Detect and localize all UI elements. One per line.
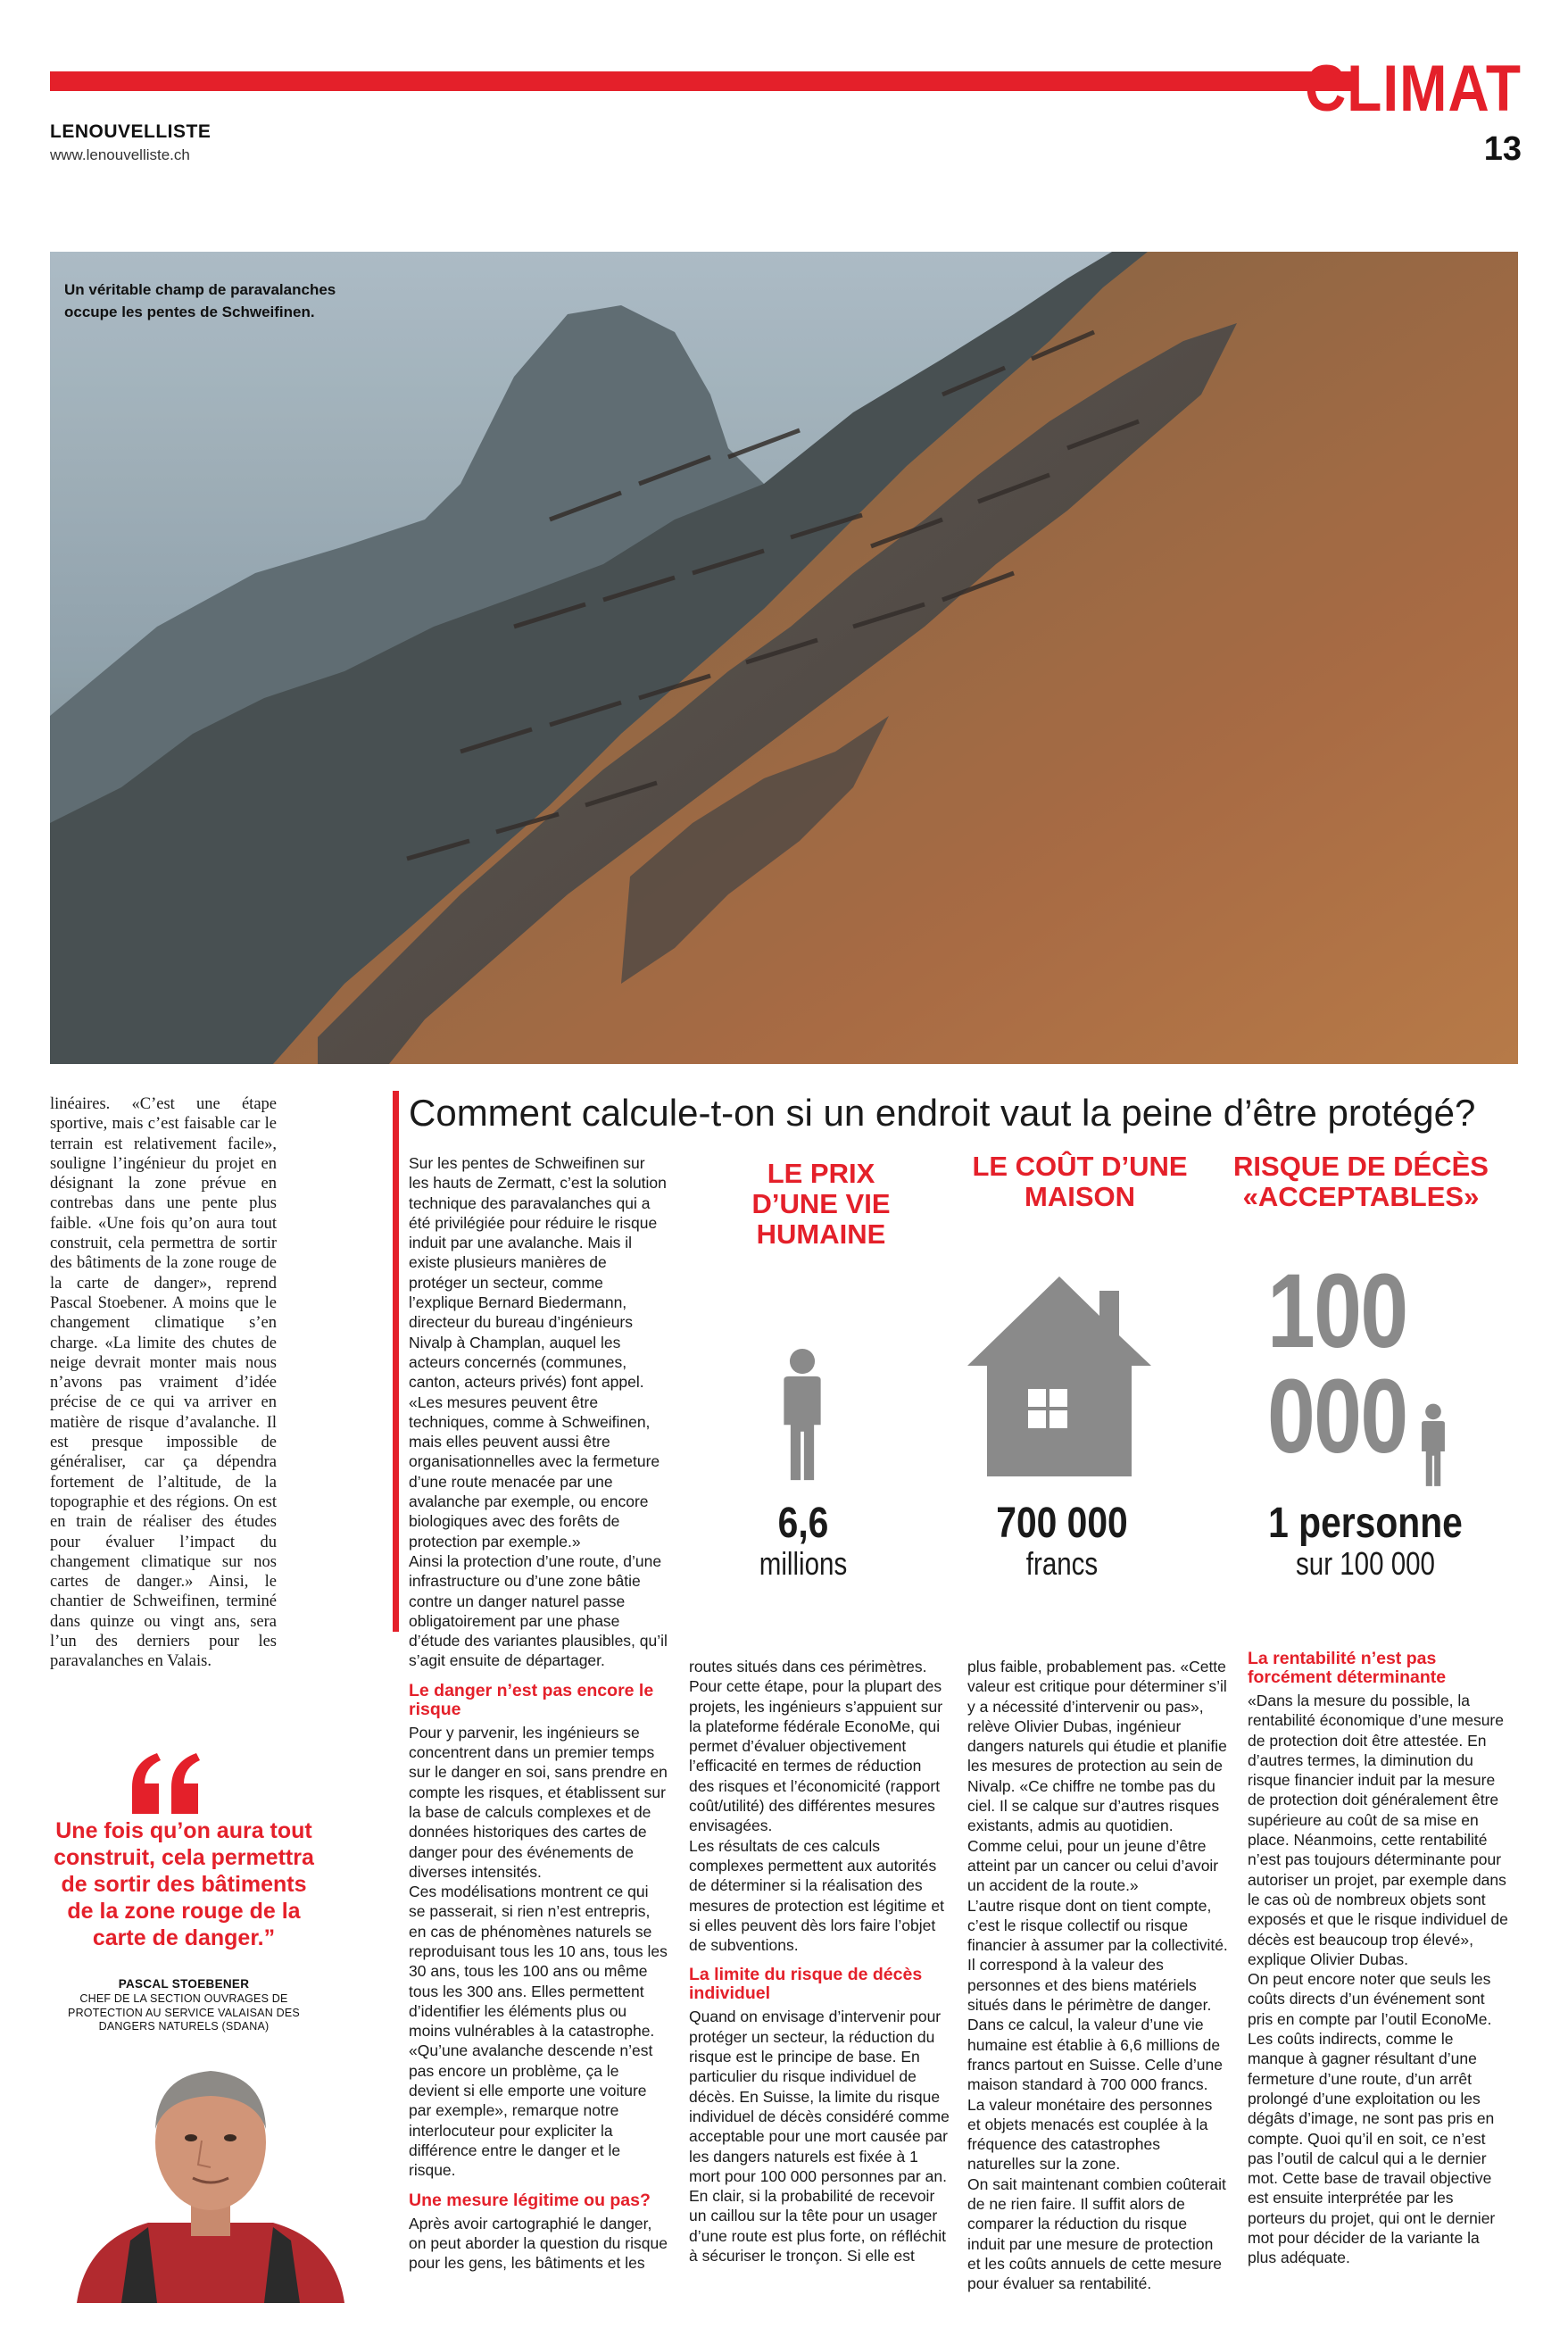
article-intro-2: Ainsi la protection d’une route, d’une infrastructure ou d’une zone bâtie contre un danger naturel passe obligatoirement par une phase d’étude des variantes plausibles, qu’il s’agit ensuite de départager.: [409, 1551, 668, 1670]
infographic-unit-life: millions: [759, 1545, 848, 1582]
person-icon: [1417, 1403, 1449, 1487]
article-paragraph: Quand on envisage d’intervenir pour protéger un secteur, la réduction du risque est le principe de base. En particulier du risque individuel de décès. En Suisse, la limite du risque individuel de décès considéré comme acceptable pour une mort causée par les dangers naturels est fixée à 1 mort pour 100 000 personnes par an.: [689, 2008, 950, 2185]
article-paragraph: L’autre risque dont on tient compte, c’est le risque collectif ou risque financier à assumer par la collectivité. Il correspond à la valeur des personnes et des biens matériels situés dans le périmètre de danger. Dans ce calcul, la valeur d’une vie humaine est établie à 6,6 millions de francs partout en Suisse. Celle d’une maison standard à 700 000 francs. La valeur monétaire des personnes et objets menacés est couplée à la fréquence des catastrophes naturelles sur la zone.: [967, 1896, 1228, 2174]
portrait-photo: [68, 2044, 353, 2303]
article-intro: Sur les pentes de Schweifinen sur les hauts de Zermatt, c’est la solution technique des paravalanches qui a été privilégiée pour réduire le risque induit par une avalanche. Mais il existe plusieurs manières de protéger un secteur, comme l’explique Bernard Biedermann, directeur du bureau d’ingénieurs Nivalp à Champlan, auquel les acteurs concernés (communes, canton, acteurs privés) font appel. «Les mesures peuvent être techniques, comme à Schweifinen, mais elles peuvent aussi être organisationnelles avec la fermeture d’une route menacée par une avalanche par exemple, ou encore biologiques avec des forêts de protection par exemple.»: [409, 1154, 667, 1551]
article-paragraph: routes situés dans ces périmètres. Pour cette étape, pour la plupart des projets, les ingénieurs s’appuient sur la plateforme fédérale EconoMe, qui permet d’évaluer objectivement l’efficacité en termes de réduction des risques et l’économicité (rapport coût/utilité) des différentes mesures envisagées.: [689, 1658, 943, 1835]
left-column-text: [50, 1094, 277, 1701]
left-column-paragraph: linéaires. «C’est une étape sportive, mais c’est faisable car le terrain est relativement facile», souligne l’ingénieur du projet en désignant la zone prévue en contrebas dans une pente plus faible. «Une fois qu’on aura tout construit, cela permettra de sortir des bâtiments de la zone rouge de la carte de danger», reprend Pascal Stoebener. A moins que le changement climatique s’en charge. «La limite des chutes de neige devrait monter mais nous n’avons pas vraiment d’idée précise de ce qui va arriver en matière de risque d’avalanche. Il est presque impossible de généraliser, car ça dépendra fortement de l’altitude, de la topographie et des régions. On est en train de réaliser des études pour évaluer l’impact du changement climatique sur nos cartes de danger.» Ainsi, le chantier de Schweifinen, terminé dans quinze ou vingt ans, sera l’un des derniers pour les paravalanches en Valais.: [50, 1095, 277, 1671]
article-column-1: [409, 1153, 668, 2305]
article-paragraph: On sait maintenant combien coûterait de ne rien faire. Il suffit alors de comparer la réduction du risque induit par une mesure de protection et les coûts annuels de cette mesure pour évaluer sa rentabilité.: [967, 2174, 1226, 2293]
subhead-limit: La limite du risque de décès individuel: [689, 1965, 923, 2004]
person-icon: [776, 1348, 828, 1482]
article-column-3: [967, 1657, 1228, 2317]
article-paragraph: Après avoir cartographié le danger, on peut aborder la question du risque pour les gens, les bâtiments et les: [409, 2214, 668, 2273]
infographic-big-number: 100 000: [1267, 1252, 1407, 1476]
quote-author-role: CHEF DE LA SECTION OUVRAGES DE PROTECTION AU SERVICE VALAISAN DES DANGERS NATURELS (SDANA): [68, 1992, 300, 2033]
avalanche-barriers-photo: [50, 252, 1518, 1064]
photo-caption: Un véritable champ de paravalanches occupe les pentes de Schweifinen.: [64, 281, 336, 320]
infographic-unit-house: francs: [1025, 1545, 1099, 1582]
headline-accent-bar: [393, 1091, 399, 1632]
article-paragraph: «Dans la mesure du possible, la rentabilité économique d’une mesure de protection doit être attestée. En d’autres termes, la diminution du risque financier induit par la mesure de protection doit généralement être supérieure au coût de sa mise en place. Néanmoins, cette rentabilité n’est pas toujours déterminante pour autoriser un projet, par exemple dans le cas où de nombreux objets sont exposés et que le risque individuel de décès est beaucoup trop élevé», explique Olivier Dubas.: [1248, 1692, 1508, 1968]
house-icon: [966, 1273, 1153, 1478]
section-title: CLIMAT: [1305, 51, 1522, 126]
infographic-title-risk: RISQUE DE DÉCÈS «ACCEPTABLES»: [1233, 1151, 1489, 1212]
newspaper-url[interactable]: www.lenouvelliste.ch: [50, 146, 190, 163]
page-number: 13: [1483, 130, 1522, 168]
infographic-title-house: LE COÛT D’UNE MAISON: [972, 1151, 1188, 1212]
infographic-value-risk: 1 personne: [1268, 1500, 1463, 1547]
infographic-value-life: 6,6: [777, 1500, 829, 1547]
infographic: [696, 1152, 1517, 1625]
article-paragraph: Les résultats de ces calculs complexes permettent aux autorités de déterminer si la réalisation des mesures de protection est légitime et si elles peuvent dès lors faire l’objet de subventions.: [689, 1836, 944, 1955]
article-paragraph: On peut encore noter que seuls les coûts directs d’un événement sont pris en compte par l’outil EconoMe. Les coûts indirects, comme le manque à gagner résultant d’une fermeture d’une route, d’un arrêt prolongé d’une exploitation ou les dégâts d’image, ne sont pas pris en compte. Quoi qu’il en soit, ce n’est pas l’outil de calcul qui a le dernier mot. Cette base de travail objective est ensuite interprétée par les porteurs du projet, qui ont le dernier mot pour décider de la variante la plus adéquate.: [1248, 1970, 1496, 2267]
pull-quote: Une fois qu’on aura tout construit, cela permettra de sortir des bâtiments de la zone rouge de la carte de danger.”: [54, 1818, 314, 1950]
subhead-legitimate: Une mesure légitime ou pas?: [409, 2190, 651, 2210]
article-column-4: [1248, 1650, 1512, 2319]
article-paragraph: Pour y parvenir, les ingénieurs se concentrent dans un premier temps sur le danger en soi, sans prendre en compte les risques, et établissent sur la base de calculs complexes et de données historiques des cartes de danger pour des événements de diverses intensités.: [409, 1723, 668, 1881]
quote-mark-icon: [125, 1751, 205, 1814]
article-paragraph: En clair, si la probabilité de recevoir un caillou sur la tête pour un usager d’une route est plus forte, on réfléchit à sécuriser le tronçon. Si elle est: [689, 2187, 946, 2266]
article-column-2: [689, 1657, 950, 2317]
infographic-value-house: 700 000: [996, 1500, 1128, 1547]
infographic-title-life: LE PRIX D’UNE VIE HUMAINE: [751, 1158, 891, 1250]
quote-author: PASCAL STOEBENER: [118, 1977, 250, 1991]
newspaper-brand: LENOUVELLISTE: [50, 121, 212, 142]
subhead-profitability: La rentabilité n’est pas forcément déterminante: [1248, 1649, 1447, 1687]
header-rule: [50, 71, 1353, 91]
article-paragraph: Ces modélisations montrent ce qui se passerait, si rien n’est entrepris, en cas de phénomènes naturels se reproduisant tous les 10 ans, tous les 30 ans, tous les 100 ans ou même tous les 300 ans. Elles permettent d’identifier les éléments plus ou moins vulnérables à la catastrophe. «Qu’une avalanche descende n’est pas encore un problème, ça le devient si elle emporte une voiture par exemple», remarque notre interlocuteur pour expliciter la différence entre le danger et le risque.: [409, 1883, 668, 2180]
article-paragraph: plus faible, probablement pas. «Cette valeur est critique pour déterminer s’il y a nécessité d’intervenir ou pas», relève Olivier Dubas, ingénieur dangers naturels qui étudie et planifie les mesures de protection au sein de Nivalp. «Ce chiffre ne tombe pas du ciel. Il se calque sur d’autres risques existants, admis au quotidien. Comme celui, pour un jeune d’être atteint par un cancer ou celui d’avoir un accident de la route.»: [967, 1658, 1227, 1895]
subhead-danger: Le danger n’est pas encore le risque: [409, 1680, 654, 1719]
infographic-unit-risk: sur 100 000: [1296, 1545, 1435, 1582]
article-headline: Comment calcule-t-on si un endroit vaut la peine d’être protégé?: [409, 1092, 1476, 1134]
